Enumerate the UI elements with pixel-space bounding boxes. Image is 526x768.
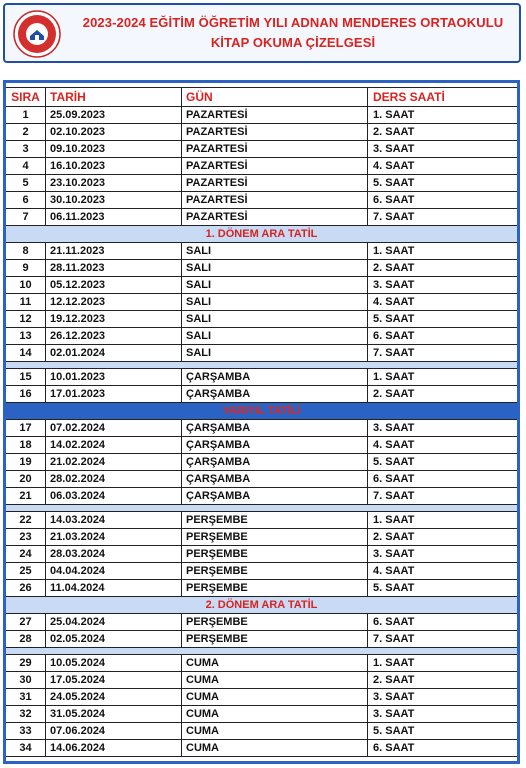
- cell-ders-saati: 7. SAAT: [373, 211, 415, 223]
- table-row: [6, 580, 517, 597]
- cell-gun: PERŞEMBE: [182, 546, 368, 563]
- cell-tarih: 14.02.2024: [46, 437, 182, 454]
- cell-sira: 20: [6, 471, 46, 488]
- cell-ders-saati: 6. SAAT: [373, 473, 415, 485]
- school-seal-logo-icon: [13, 10, 61, 58]
- table-row: [6, 420, 517, 437]
- page-title: 2023-2024 EĞİTİM ÖĞRETİM YILI ADNAN MENDERES ORTAOKULU: [82, 15, 504, 30]
- cell-ders-saati: 2. SAAT: [373, 531, 415, 543]
- cell-gun: PERŞEMBE: [182, 580, 368, 597]
- cell-gun: PERŞEMBE: [182, 563, 368, 580]
- cell-ders-saati: 7. SAAT: [373, 633, 415, 645]
- cell-gun: ÇARŞAMBA: [182, 369, 368, 386]
- cell-gun: CUMA: [182, 740, 368, 757]
- column-header-tarih: TARİH: [46, 88, 182, 107]
- cell-sira: 10: [6, 277, 46, 294]
- cell-ders-saati: 6. SAAT: [373, 742, 415, 754]
- cell-tarih: 21.03.2024: [46, 529, 182, 546]
- cell-tarih: 02.05.2024: [46, 631, 182, 648]
- cell-tarih: 28.03.2024: [46, 546, 182, 563]
- cell-ders-saati: 4. SAAT: [373, 296, 415, 308]
- table-row: [6, 614, 517, 631]
- table-row: [6, 243, 517, 260]
- cell-gun: PAZARTESİ: [182, 192, 368, 209]
- cell-sira: 6: [6, 192, 46, 209]
- cell-gun: PERŞEMBE: [182, 512, 368, 529]
- cell-tarih: 30.10.2023: [46, 192, 182, 209]
- cell-ders-saati: 2. SAAT: [373, 262, 415, 274]
- cell-gun: CUMA: [182, 655, 368, 672]
- table-row: [6, 723, 517, 740]
- table-row: [6, 546, 517, 563]
- cell-ders-saati: 4. SAAT: [373, 439, 415, 451]
- cell-gun: ÇARŞAMBA: [182, 488, 368, 505]
- cell-tarih: 25.09.2023: [46, 107, 182, 124]
- table-row: [6, 706, 517, 723]
- holiday-banner: [6, 403, 517, 420]
- cell-gun: CUMA: [182, 689, 368, 706]
- cell-tarih: 06.11.2023: [46, 209, 182, 226]
- cell-sira: 1: [6, 107, 46, 124]
- cell-sira: 31: [6, 689, 46, 706]
- cell-tarih: 17.01.2023: [46, 386, 182, 403]
- table-row: [6, 740, 517, 757]
- cell-ders-saati: 1. SAAT: [373, 514, 415, 526]
- table-row: [6, 454, 517, 471]
- table-row: [6, 328, 517, 345]
- cell-ders-saati: 5. SAAT: [373, 725, 415, 737]
- holiday-banner-label: 2. DÖNEM ARA TATİL: [205, 599, 318, 611]
- cell-gun: SALI: [182, 260, 368, 277]
- table-row: [6, 192, 517, 209]
- cell-sira: 13: [6, 328, 46, 345]
- column-header-gun: GÜN: [182, 88, 368, 107]
- cell-ders-saati: 6. SAAT: [373, 616, 415, 628]
- cell-sira: 18: [6, 437, 46, 454]
- holiday-banner-label: 1. DÖNEM ARA TATİL: [205, 228, 318, 240]
- cell-tarih: 31.05.2024: [46, 706, 182, 723]
- cell-gun: SALI: [182, 294, 368, 311]
- cell-ders-saati: 3. SAAT: [373, 708, 415, 720]
- cell-sira: 26: [6, 580, 46, 597]
- cell-sira: 4: [6, 158, 46, 175]
- cell-tarih: 06.03.2024: [46, 488, 182, 505]
- cell-sira: 14: [6, 345, 46, 362]
- cell-tarih: 02.01.2024: [46, 345, 182, 362]
- table-row: [6, 437, 517, 454]
- cell-sira: 27: [6, 614, 46, 631]
- cell-tarih: 24.05.2024: [46, 689, 182, 706]
- cell-gun: SALI: [182, 328, 368, 345]
- table-row: [6, 260, 517, 277]
- cell-ders-saati: 5. SAAT: [373, 313, 415, 325]
- header-box: [3, 3, 521, 63]
- table-row: [6, 512, 517, 529]
- cell-ders-saati: 5. SAAT: [373, 582, 415, 594]
- table-row: [6, 655, 517, 672]
- cell-tarih: 04.04.2024: [46, 563, 182, 580]
- cell-ders-saati: 3. SAAT: [373, 279, 415, 291]
- cell-sira: 19: [6, 454, 46, 471]
- schedule-table: [3, 80, 520, 764]
- cell-gun: PERŞEMBE: [182, 529, 368, 546]
- cell-ders-saati: 3. SAAT: [373, 548, 415, 560]
- cell-gun: ÇARŞAMBA: [182, 386, 368, 403]
- cell-tarih: 07.02.2024: [46, 420, 182, 437]
- cell-gun: PAZARTESİ: [182, 124, 368, 141]
- cell-gun: ÇARŞAMBA: [182, 454, 368, 471]
- section-separator: [6, 362, 517, 369]
- cell-tarih: 11.04.2024: [46, 580, 182, 597]
- cell-gun: PAZARTESİ: [182, 141, 368, 158]
- cell-sira: 3: [6, 141, 46, 158]
- cell-tarih: 28.11.2023: [46, 260, 182, 277]
- cell-tarih: 25.04.2024: [46, 614, 182, 631]
- cell-sira: 11: [6, 294, 46, 311]
- cell-gun: SALI: [182, 345, 368, 362]
- cell-ders-saati: 2. SAAT: [373, 674, 415, 686]
- table-row: [6, 294, 517, 311]
- cell-gun: SALI: [182, 311, 368, 328]
- cell-sira: 16: [6, 386, 46, 403]
- cell-gun: PERŞEMBE: [182, 631, 368, 648]
- cell-ders-saati: 2. SAAT: [373, 126, 415, 138]
- cell-sira: 9: [6, 260, 46, 277]
- cell-gun: PAZARTESİ: [182, 209, 368, 226]
- cell-gun: SALI: [182, 277, 368, 294]
- cell-sira: 24: [6, 546, 46, 563]
- cell-tarih: 26.12.2023: [46, 328, 182, 345]
- cell-sira: 21: [6, 488, 46, 505]
- holiday-banner: [6, 226, 517, 243]
- cell-ders-saati: 6. SAAT: [373, 330, 415, 342]
- table-row: [6, 107, 517, 124]
- holiday-banner-label: YARIYIL TATİLİ: [222, 405, 301, 417]
- cell-sira: 12: [6, 311, 46, 328]
- table-row: [6, 563, 517, 580]
- cell-gun: PAZARTESİ: [182, 175, 368, 192]
- cell-gun: SALI: [182, 243, 368, 260]
- cell-tarih: 21.02.2024: [46, 454, 182, 471]
- cell-ders-saati: 1. SAAT: [373, 657, 415, 669]
- cell-tarih: 05.12.2023: [46, 277, 182, 294]
- cell-sira: 29: [6, 655, 46, 672]
- holiday-banner: [6, 597, 517, 614]
- column-header-sira: SIRA: [6, 88, 46, 107]
- table-row: [6, 175, 517, 192]
- cell-ders-saati: 1. SAAT: [373, 371, 415, 383]
- cell-sira: 17: [6, 420, 46, 437]
- cell-tarih: 28.02.2024: [46, 471, 182, 488]
- section-separator: [6, 648, 517, 655]
- column-header-ders-saati: DERS SAATİ: [373, 90, 445, 104]
- table-row: [6, 158, 517, 175]
- cell-tarih: 19.12.2023: [46, 311, 182, 328]
- cell-tarih: 21.11.2023: [46, 243, 182, 260]
- cell-tarih: 14.06.2024: [46, 740, 182, 757]
- table-row: [6, 141, 517, 158]
- cell-tarih: 12.12.2023: [46, 294, 182, 311]
- cell-ders-saati: 3. SAAT: [373, 422, 415, 434]
- table-row: [6, 345, 517, 362]
- cell-ders-saati: 2. SAAT: [373, 388, 415, 400]
- cell-sira: 8: [6, 243, 46, 260]
- table-row: [6, 277, 517, 294]
- page-subtitle: KİTAP OKUMA ÇİZELGESİ: [210, 35, 376, 50]
- cell-sira: 33: [6, 723, 46, 740]
- cell-sira: 32: [6, 706, 46, 723]
- cell-ders-saati: 6. SAAT: [373, 194, 415, 206]
- section-separator: [6, 505, 517, 512]
- table-row: [6, 488, 517, 505]
- table-row: [6, 209, 517, 226]
- cell-tarih: 10.01.2023: [46, 369, 182, 386]
- cell-sira: 5: [6, 175, 46, 192]
- cell-sira: 34: [6, 740, 46, 757]
- cell-tarih: 16.10.2023: [46, 158, 182, 175]
- cell-ders-saati: 5. SAAT: [373, 177, 415, 189]
- table-row: [6, 631, 517, 648]
- cell-tarih: 09.10.2023: [46, 141, 182, 158]
- cell-tarih: 02.10.2023: [46, 124, 182, 141]
- cell-sira: 30: [6, 672, 46, 689]
- table-row: [6, 689, 517, 706]
- cell-tarih: 07.06.2024: [46, 723, 182, 740]
- table-row: [6, 369, 517, 386]
- table-row: [6, 386, 517, 403]
- cell-tarih: 23.10.2023: [46, 175, 182, 192]
- table-header-row: [6, 87, 517, 107]
- cell-tarih: 10.05.2024: [46, 655, 182, 672]
- cell-ders-saati: 7. SAAT: [373, 347, 415, 359]
- cell-ders-saati: 4. SAAT: [373, 160, 415, 172]
- table-row: [6, 529, 517, 546]
- cell-tarih: 17.05.2024: [46, 672, 182, 689]
- cell-gun: ÇARŞAMBA: [182, 471, 368, 488]
- cell-gun: PAZARTESİ: [182, 158, 368, 175]
- cell-ders-saati: 3. SAAT: [373, 691, 415, 703]
- table-row: [6, 124, 517, 141]
- cell-sira: 15: [6, 369, 46, 386]
- cell-tarih: 14.03.2024: [46, 512, 182, 529]
- cell-sira: 23: [6, 529, 46, 546]
- cell-sira: 28: [6, 631, 46, 648]
- cell-gun: ÇARŞAMBA: [182, 437, 368, 454]
- cell-ders-saati: 1. SAAT: [373, 109, 415, 121]
- cell-sira: 25: [6, 563, 46, 580]
- cell-gun: CUMA: [182, 723, 368, 740]
- cell-sira: 22: [6, 512, 46, 529]
- cell-ders-saati: 7. SAAT: [373, 490, 415, 502]
- table-row: [6, 672, 517, 689]
- cell-gun: ÇARŞAMBA: [182, 420, 368, 437]
- cell-ders-saati: 4. SAAT: [373, 565, 415, 577]
- cell-gun: PERŞEMBE: [182, 614, 368, 631]
- cell-ders-saati: 3. SAAT: [373, 143, 415, 155]
- cell-gun: CUMA: [182, 706, 368, 723]
- cell-ders-saati: 1. SAAT: [373, 245, 415, 257]
- cell-sira: 7: [6, 209, 46, 226]
- cell-gun: PAZARTESİ: [182, 107, 368, 124]
- table-row: [6, 311, 517, 328]
- table-row: [6, 471, 517, 488]
- cell-ders-saati: 5. SAAT: [373, 456, 415, 468]
- cell-gun: CUMA: [182, 672, 368, 689]
- cell-sira: 2: [6, 124, 46, 141]
